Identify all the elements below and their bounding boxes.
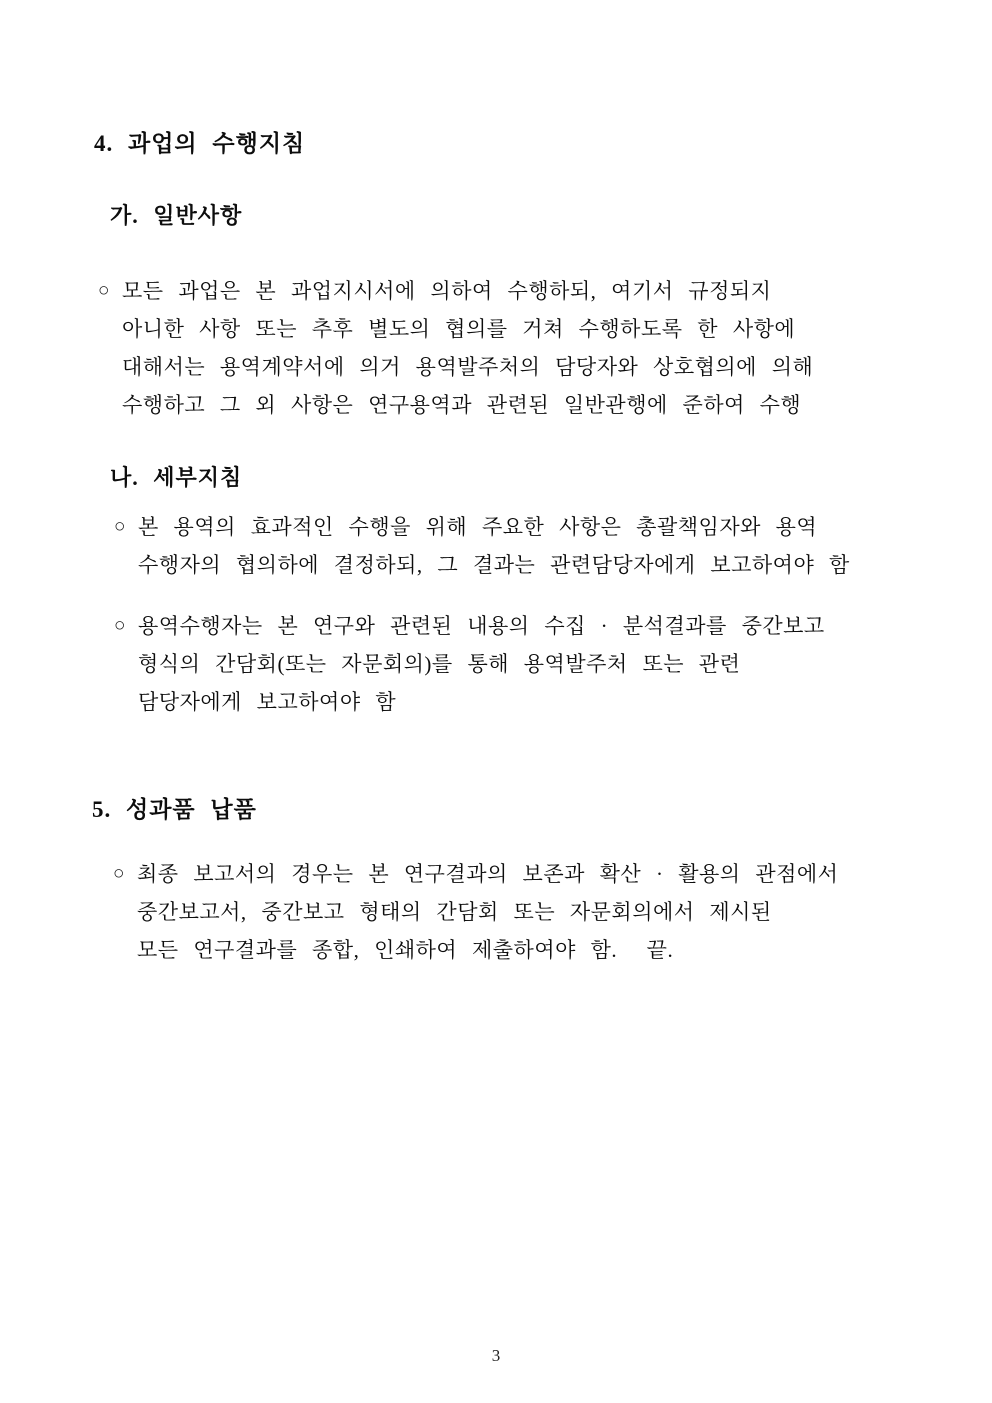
bullet-line: 수행자의 협의하에 결정하되, 그 결과는 관련담당자에게 보고하여야 함 — [138, 553, 850, 577]
section-4-heading: 4. 과업의 수행지침 — [94, 131, 306, 156]
bullet-item-deliverable — [113, 855, 981, 969]
bullet-text — [138, 607, 980, 721]
bullet-line: 수행하고 그 외 사항은 연구용역과 관련된 일반관행에 준하여 수행 — [122, 393, 802, 417]
subsection-na-heading: 나. 세부지침 — [110, 465, 243, 490]
bullet-line: 최종 보고서의 경우는 본 연구결과의 보존과 확산 · 활용의 관점에서 — [137, 862, 839, 886]
circle-bullet-icon: ○ — [98, 280, 110, 301]
bullet-line: 대해서는 용역계약서에 의거 용역발주처의 담당자와 상호협의에 의해 — [122, 355, 814, 379]
bullet-line: 본 용역의 효과적인 수행을 위해 주요한 사항은 총괄책임자와 용역 — [138, 515, 818, 539]
bullet-line: 용역수행자는 본 연구와 관련된 내용의 수집 · 분석결과를 중간보고 — [138, 614, 825, 638]
bullet-line: 모든 연구결과를 종합, 인쇄하여 제출하여야 함. 끝. — [137, 938, 674, 962]
circle-bullet-icon: ○ — [114, 516, 126, 537]
bullet-item-detail-1 — [114, 508, 980, 584]
page-number: 3 — [491, 1346, 501, 1365]
bullet-text — [122, 272, 978, 424]
bullet-line: 중간보고서, 중간보고 형태의 간담회 또는 자문회의에서 제시된 — [137, 900, 772, 924]
subsection-ga-heading: 가. 일반사항 — [110, 203, 243, 228]
bullet-text — [138, 508, 980, 584]
circle-bullet-icon: ○ — [113, 863, 125, 884]
bullet-line: 형식의 간담회(또는 자문회의)를 통해 용역발주처 또는 관련 — [138, 652, 741, 676]
bullet-text — [137, 855, 981, 969]
section-5-heading: 5. 성과품 납품 — [92, 797, 257, 822]
circle-bullet-icon: ○ — [114, 615, 126, 636]
bullet-item-general — [98, 272, 978, 424]
bullet-item-detail-2 — [114, 607, 980, 721]
bullet-line: 모든 과업은 본 과업지시서에 의하여 수행하되, 여기서 규정되지 — [122, 279, 772, 303]
bullet-line: 담당자에게 보고하여야 함 — [138, 690, 397, 714]
bullet-line: 아니한 사항 또는 추후 별도의 협의를 거쳐 수행하도록 한 사항에 — [122, 317, 796, 341]
